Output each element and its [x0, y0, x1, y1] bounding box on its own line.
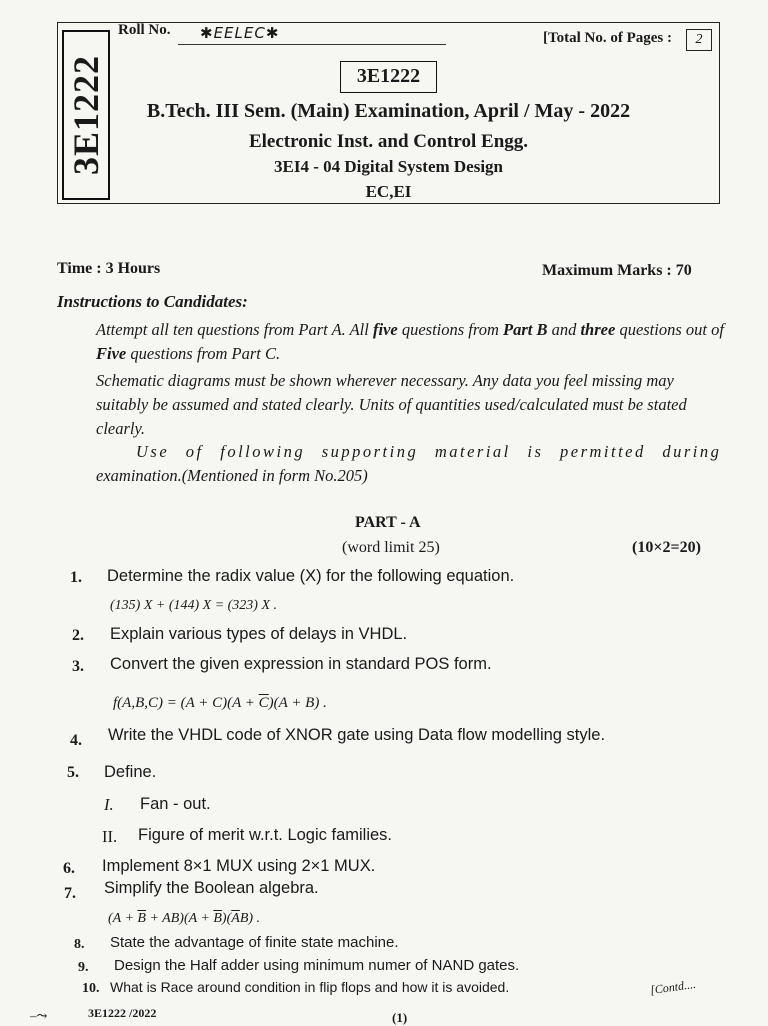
question-number: 7.: [64, 885, 76, 902]
question-number: 1.: [70, 569, 82, 586]
subquestion-text: Fan - out.: [140, 795, 211, 813]
question-text: Convert the given expression in standard POS form.: [110, 655, 492, 673]
question-text: State the advantage of finite state machine.: [110, 934, 399, 951]
instruction-attempt: Attempt all ten questions from Part A. All five questions from Part B and three questions out of Five questions from Part C.: [96, 320, 724, 363]
side-paper-code: 3E1222: [66, 54, 107, 176]
total-pages-value: 2: [686, 29, 712, 51]
question-number: 2.: [72, 627, 84, 644]
stream-title: EC,EI: [365, 182, 412, 201]
subquestion-number: I.: [104, 795, 114, 814]
exam-title: B.Tech. III Sem. (Main) Examination, April / May - 2022: [146, 100, 631, 122]
maximum-marks: Maximum Marks : 70: [542, 262, 692, 279]
question-text: Define.: [104, 763, 157, 781]
roll-number-value: ✱EELEC✱: [200, 24, 280, 42]
part-a-title: PART - A: [355, 514, 421, 531]
footer-paper-code: 3E1222 /2022: [88, 1006, 157, 1020]
question-text: Write the VHDL code of XNOR gate using Data flow modelling style.: [108, 726, 606, 744]
subquestion-text: Figure of merit w.r.t. Logic families.: [138, 826, 393, 844]
total-pages-label: [Total No. of Pages :: [543, 30, 673, 46]
instructions-title: Instructions to Candidates:: [57, 292, 248, 311]
question-formula: $f(A,B,C) = (A + C)(A + \overline{C})(A + B)$ .: [113, 695, 327, 711]
question-number: 8.: [74, 937, 85, 952]
question-text: Determine the radix value (X) for the following equation.: [107, 567, 515, 585]
question-text: Implement 8×1 MUX using 2×1 MUX.: [102, 857, 376, 875]
part-a-word-limit: (word limit 25): [342, 539, 440, 556]
question-number: 5.: [67, 764, 79, 781]
question-formula: (135) X + (144) X = (323) X .: [110, 598, 278, 613]
question-number: 6.: [63, 860, 75, 877]
subject-title: 3EI4 - 04 Digital System Design: [273, 157, 504, 176]
roll-number-line: [178, 44, 446, 45]
question-number: 9.: [78, 960, 89, 975]
roll-number-label: Roll No.: [118, 22, 171, 38]
question-text: Design the Half adder using minimum numer of NAND gates.: [114, 957, 520, 974]
question-text: Explain various types of delays in VHDL.: [110, 625, 408, 643]
question-number: 10.: [82, 981, 100, 996]
question-text: Simplify the Boolean algebra.: [104, 879, 319, 897]
branch-title: Electronic Inst. and Control Engg.: [248, 131, 529, 152]
subquestion-number: II.: [102, 827, 118, 846]
question-number: 4.: [70, 732, 82, 749]
paper-code: 3E1222: [340, 61, 437, 93]
part-a-marks: (10×2=20): [632, 539, 701, 556]
pen-mark-icon: –⤳: [30, 1008, 48, 1023]
exam-duration: Time : 3 Hours: [57, 260, 161, 277]
instruction-schematic: Schematic diagrams must be shown wherever necessary. Any data you feel missing may suitably be assumed and stated clearly. Units of quantities used/calculated must be stated clearly.: [96, 371, 687, 438]
instruction-material: Use of following supporting material is permitted during examination.(Mentioned in form No.205): [96, 442, 722, 485]
page-number: (1): [392, 1010, 408, 1025]
question-text: What is Race around condition in flip flops and how it is avoided.: [110, 979, 510, 995]
question-formula: $(A + \overline{B} + AB)(A + \overline{B})(\overline{A}B)$ .: [108, 911, 261, 926]
question-number: 3.: [72, 658, 84, 675]
continued-note: [Contd....: [649, 976, 697, 998]
